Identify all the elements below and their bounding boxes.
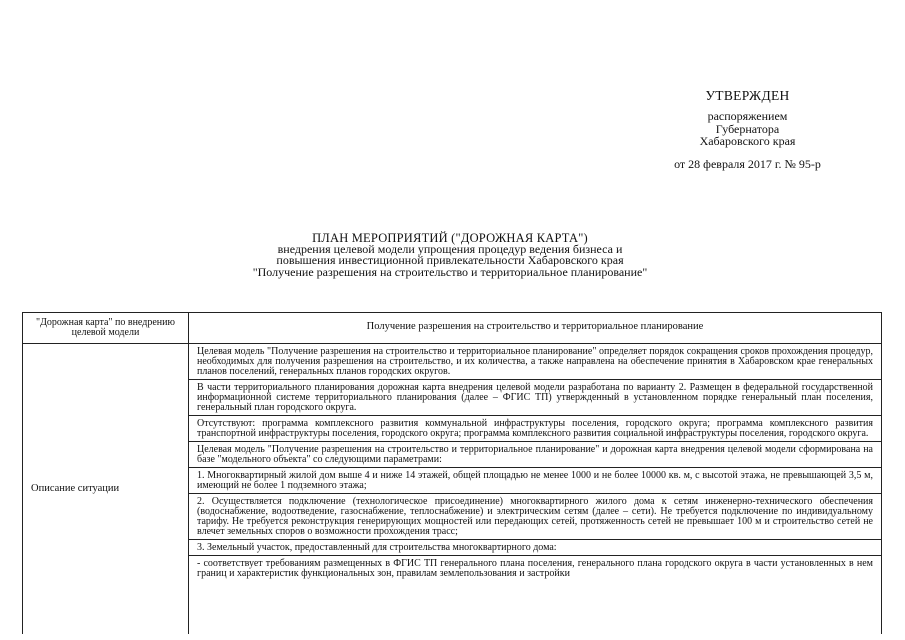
document-heading bbox=[140, 233, 760, 278]
row-label-situation bbox=[23, 344, 189, 634]
roadmap-table bbox=[22, 312, 882, 634]
header-cell-topic: Получение разрешения на строительство и территориальное планирование bbox=[366, 321, 704, 332]
approval-line-2: Губернатора bbox=[715, 121, 780, 136]
approval-date: от 28 февраля 2017 г. № 95-р bbox=[674, 156, 821, 171]
approval-title: УТВЕРЖДЕН bbox=[705, 88, 790, 103]
plan-subtitle-2: повышения инвестиционной привлекательности Хабаровского края bbox=[276, 253, 624, 268]
paragraph: 2. Осуществляется подключение (технологическое присоединение) многоквартирного жилого дома к сетям инженерно-технического обеспечения (водоснабжение, водоотведение, газоснабжение, теплоснабжение) и электрическим сетям (далее – сети). Не требуется подключение по индивидуальному тарифу. Не требуется реконструкция генерирующих мощностей или передающих сетей, протяженность сетей не превышает 100 м и строительство сетей не влечет земельных споров о возможности прохождения трасс; bbox=[189, 494, 881, 540]
plan-title: ПЛАН МЕРОПРИЯТИЙ ("ДОРОЖНАЯ КАРТА") bbox=[312, 231, 588, 245]
row-label-text: Описание ситуации bbox=[31, 483, 120, 494]
paragraph: Отсутствуют: программа комплексного развития коммунальной инфраструктуры поселения, городского округа; программа комплексного развития транспортной инфраструктуры поселения, городского округа; программа комплексного развития социальной инфраструктуры поселения, городского округа. bbox=[189, 416, 881, 442]
paragraph: Целевая модель "Получение разрешения на строительство и территориальное планирование" определяет порядок сокращения сроков прохождения процедур, необходимых для получения разрешения на строительство, и их количества, а также направлена на обеспечение принятия в Хабаровском крае генеральных планов поселений, генеральных планов городских округов. bbox=[189, 344, 881, 380]
approval-block bbox=[640, 88, 855, 172]
table-row-situation bbox=[23, 343, 881, 634]
paragraph: Целевая модель "Получение разрешения на строительство и территориальное планирование" и дорожная карта внедрения целевой модели сформирована на базе "модельного объекта" со следующими параметрами: bbox=[189, 442, 881, 468]
paragraph: - соответствует требованиям размещенных в ФГИС ТП генерального плана поселения, генерального плана городского округа в части установленных в нем границ и характеристик функциональных зон, правилам землепользования и застройки bbox=[197, 558, 873, 579]
plan-subtitle-1: внедрения целевой модели упрощения процедур ведения бизнеса и bbox=[277, 242, 623, 257]
plan-subtitle-3: "Получение разрешения на строительство и территориальное планирование" bbox=[252, 264, 648, 279]
paragraph: 3. Земельный участок, предоставленный для строительства многоквартирного дома: bbox=[189, 540, 881, 556]
approval-line-3: Хабаровского края bbox=[699, 134, 796, 148]
paragraph: 1. Многоквартирный жилой дом выше 4 и ниже 14 этажей, общей площадью не менее 1000 и не более 10000 кв. м, с высотой этажа, не превышающей 3,5 м, имеющий не более 1 подземного этажа; bbox=[189, 468, 881, 494]
situation-description bbox=[189, 344, 881, 634]
paragraph: В части территориального планирования дорожная карта внедрения целевой модели разработана по варианту 2. Размещен в федеральной государственной информационной системе территориального планирования (далее – ФГИС ТП) утвержденный в установленном порядке генеральный план поселения, генеральный план городского округа. bbox=[189, 380, 881, 416]
table-header-row bbox=[23, 313, 881, 343]
approval-line-1: распоряжением bbox=[707, 109, 788, 123]
header-cell-roadmap: "Дорожная карта" по внедрению целевой модели bbox=[23, 313, 189, 343]
